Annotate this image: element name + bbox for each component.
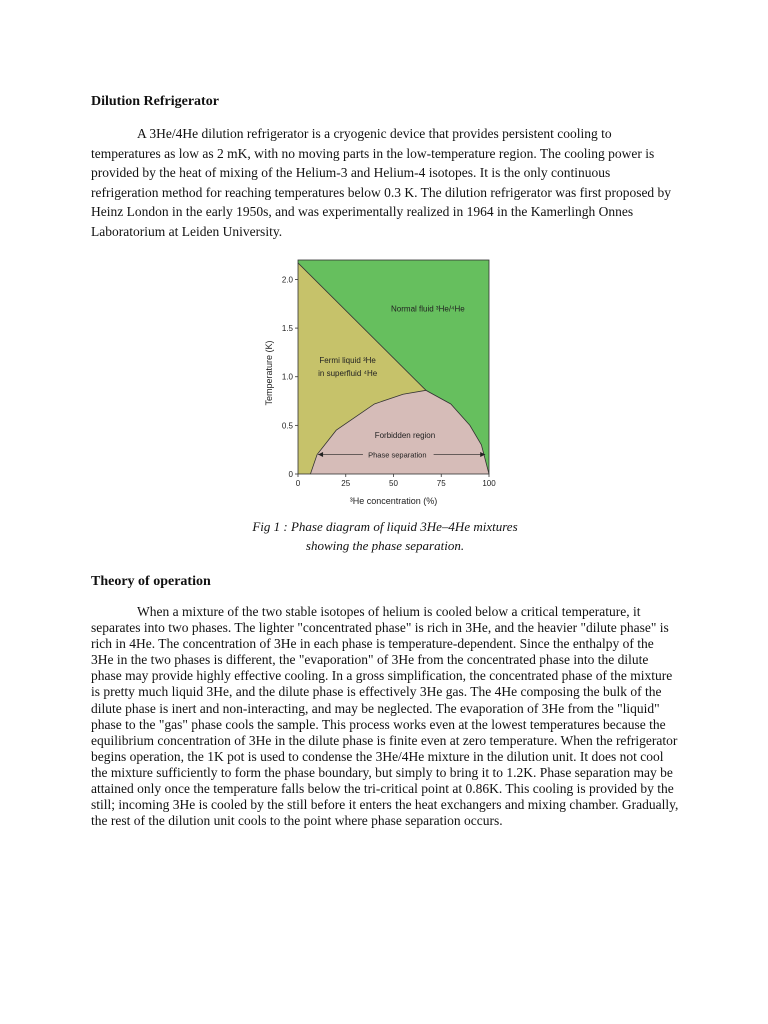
intro-paragraph (91, 124, 679, 241)
theory-paragraph (91, 604, 679, 829)
section-title: Theory of operation (91, 574, 211, 589)
x-tick-label: 25 (341, 479, 351, 488)
fermi-liquid-label-1: Fermi liquid ³He (319, 356, 376, 366)
y-tick-label: 0 (288, 470, 293, 479)
x-tick-label: 75 (436, 479, 446, 488)
caption-line-2: showing the phase separation. (305, 538, 465, 553)
phase-diagram-figure (255, 255, 515, 515)
page-title: Dilution Refrigerator (91, 94, 219, 109)
x-tick-label: 50 (389, 479, 398, 488)
fermi-liquid-label-2: in superfluid ⁴He (318, 368, 378, 378)
normal-fluid-label: Normal fluid ³He/⁴He (391, 304, 465, 314)
figure-caption (200, 517, 570, 555)
theory-text: When a mixture of the two stable isotopes of helium is cooled below a critical temperature, it separates into two phases. The lighter "concentrated phase" is rich in 3He, and the heavier "dilute phase" is rich in 4He. The concentration of 3He in each phase is temperature-dependent. Since the enthalpy of the 3He in the two phases is different, the "evaporation" of 3He from the concentrated phase into the dilute phase may provide highly effective cooling. In a gross simplification, the concentrated phase of the mixture is pretty much liquid 3He, and the dilute phase is effectively 3He gas. The 4He composing the bulk of the dilute phase is inert and non-interacting, and may be neglected. The evaporation of 3He from the "liquid" phase to the "gas" phase cools the sample. This process works even at the lowest temperatures because the equilibrium concentration of 3He in the dilute phase is finite even at zero temperature. When the refrigerator begins operation, the 1K pot is used to condense the 3He/4He mixture in the dilution unit. It does not cool the mixture sufficiently to form the phase boundary, but simply to bring it to 1.2K. Phase separation may be attained only once the temperature falls below the tri-critical point at 0.86K. This cooling is provided by the still; incoming 3He is cooled by the still before it enters the heat exchangers and mixing chamber. Gradually, the rest of the dilution unit cools to the point where phase separation occurs. (91, 604, 679, 829)
y-tick-label: 1.0 (281, 372, 293, 382)
x-tick-label: 0 (295, 479, 301, 488)
x-axis-label: ³He concentration (%) (349, 496, 438, 506)
phase-diagram-chart (255, 255, 515, 515)
intro-text: A 3He/4He dilution refrigerator is a cryogenic device that provides persistent cooling to temperatures as low as 2 mK, with no moving parts in the low-temperature region. The cooling power is provided by the heat of mixing of the Helium-3 and Helium-4 isotopes. It is the only continuous refrigeration method for reaching temperatures below 0.3 K. The dilution refrigerator was first proposed by Heinz London in the early 1950s, and was experimentally realized in 1964 in the Kamerlingh Onnes Laboratorium at Leiden University. (91, 126, 672, 239)
y-axis-label: Temperature (K) (264, 340, 274, 406)
forbidden-region-label: Forbidden region (374, 431, 436, 441)
caption-line-1: Fig 1 : Phase diagram of liquid 3He–4He mixtures (252, 519, 518, 534)
phase-separation-label: Phase separation (368, 450, 427, 460)
y-tick-label: 1.5 (281, 324, 293, 334)
x-tick-label: 100 (482, 479, 496, 488)
y-tick-label: 2.0 (281, 275, 293, 285)
y-tick-label: 0.5 (281, 421, 293, 431)
